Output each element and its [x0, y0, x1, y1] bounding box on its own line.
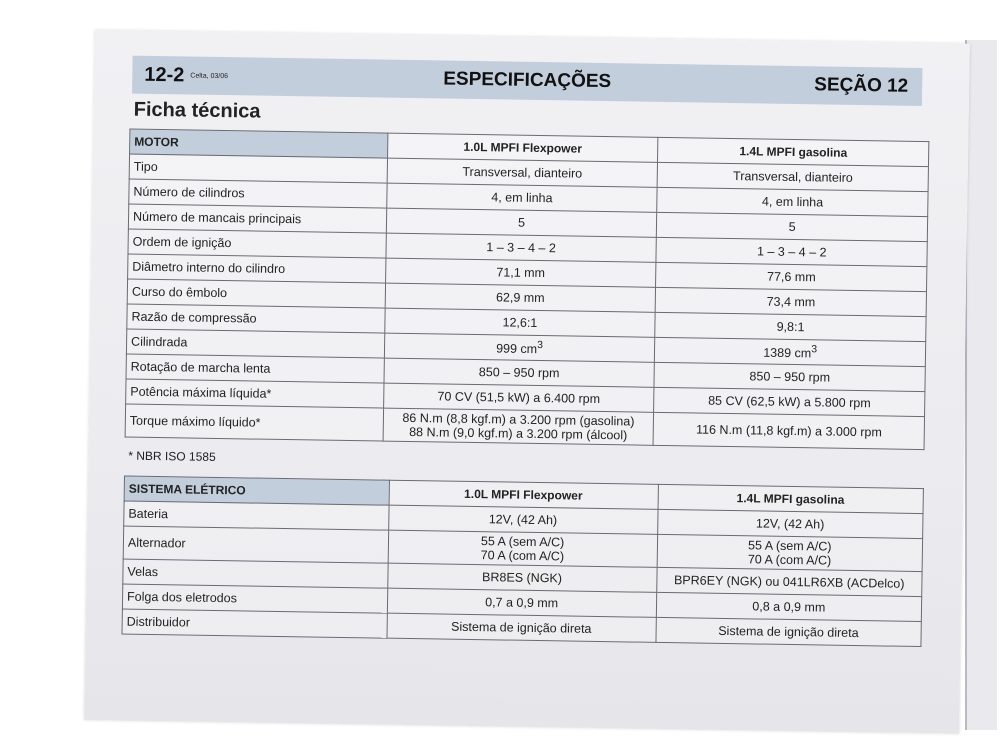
manual-page — [84, 30, 970, 734]
facing-page-edge — [965, 40, 997, 730]
row-label: Rotação de marcha lenta — [126, 354, 384, 383]
value-1-line-2: 88 N.m (9,0 kgf.m) a 3.200 rpm (álcool) — [409, 424, 628, 443]
column-header-1: 1.0L MPFI Flexpower — [389, 480, 658, 509]
value-2: 4, em linha — [657, 187, 928, 216]
row-label: Curso do êmbolo — [127, 279, 385, 308]
page-title: ESPECIFICAÇÕES — [443, 68, 612, 93]
page-header — [132, 56, 922, 106]
value-2: 0,8 a 0,9 mm — [656, 592, 922, 621]
value-2: 1 – 3 – 4 – 2 — [656, 237, 927, 266]
value-2: 5 — [657, 212, 928, 241]
motor-label: MOTOR — [130, 129, 388, 158]
footnote: * NBR ISO 1585 — [128, 448, 216, 464]
row-label: Torque máximo líquido* — [125, 404, 383, 441]
value-2: 85 CV (62,5 kW) a 5.800 rpm — [654, 387, 925, 416]
value-2: 73,4 mm — [655, 287, 926, 316]
motor-spec-table — [125, 129, 930, 451]
column-header-2: 1.4L MPFI gasolina — [658, 484, 924, 513]
value-2: Sistema de ignição direta — [656, 617, 922, 646]
row-label: Número de mancais principais — [128, 204, 386, 233]
value-1: 5 — [386, 208, 657, 237]
value-2: Transversal, dianteiro — [657, 162, 928, 191]
value-2 — [657, 534, 923, 571]
value-1: 0,7 a 0,9 mm — [387, 588, 656, 617]
electric-label: SISTEMA ELÉTRICO — [124, 476, 389, 505]
value-1: 4, em linha — [386, 183, 657, 212]
value-2: 850 – 950 rpm — [654, 362, 925, 391]
value-2: 77,6 mm — [656, 262, 927, 291]
row-label: Cilindrada — [126, 329, 384, 358]
section-label: SEÇÃO 12 — [814, 74, 909, 97]
value-2-line-1: 55 A (sem A/C) — [747, 538, 832, 554]
value-1: Sistema de ignição direta — [387, 613, 656, 642]
row-label: Bateria — [124, 501, 389, 530]
row-label: Diâmetro interno do cilindro — [128, 254, 386, 283]
row-label: Velas — [123, 559, 388, 588]
value-1: BR8ES (NGK) — [387, 563, 656, 592]
row-label: Potência máxima líquida* — [126, 379, 384, 408]
value-1: 1 – 3 – 4 – 2 — [386, 233, 657, 262]
value-1: 70 CV (51,5 kW) a 6.400 rpm — [383, 383, 654, 412]
electric-spec-table — [122, 476, 924, 648]
value-1-text: 999 cm — [496, 341, 538, 357]
column-header-1: 1.0L MPFI Flexpower — [387, 133, 658, 162]
value-2: BPR6EY (NGK) ou 041LR6XB (ACDelco) — [656, 567, 922, 596]
value-1-line-1: 86 N.m (8,8 kgf.m) a 3.200 rpm (gasolina) — [402, 410, 635, 429]
row-label: Tipo — [129, 154, 387, 183]
value-1: 12V, (42 Ah) — [388, 505, 657, 534]
row-label: Folga dos eletrodos — [122, 584, 387, 613]
value-1 — [388, 530, 658, 567]
row-label: Distribuidor — [122, 609, 387, 638]
value-1: 62,9 mm — [385, 283, 656, 312]
row-label: Número de cilindros — [129, 179, 387, 208]
value-1: 12,6:1 — [384, 308, 655, 337]
page-number: 12-2 — [144, 63, 185, 86]
value-2: 116 N.m (11,8 kgf.m) a 3.000 rpm — [653, 412, 924, 449]
row-label: Razão de compressão — [127, 304, 385, 333]
value-2: 12V, (42 Ah) — [657, 509, 923, 538]
value-1: 850 – 950 rpm — [384, 358, 655, 387]
value-1-line-1: 55 A (sem A/C) — [480, 534, 565, 550]
value-1: Transversal, dianteiro — [387, 158, 658, 187]
edition-note: Celta, 03/06 — [190, 72, 229, 80]
column-header-2: 1.4L MPFI gasolina — [658, 137, 929, 166]
row-label: Ordem de ignição — [128, 229, 386, 258]
value-1: 71,1 mm — [385, 258, 656, 287]
section-title: Ficha técnica — [133, 98, 261, 123]
value-2-line-2: 70 A (com A/C) — [747, 552, 832, 568]
row-label: Alternador — [123, 526, 388, 563]
value-1-line-2: 70 A (com A/C) — [480, 548, 565, 564]
value-1 — [383, 408, 654, 445]
superscript: 3 — [811, 344, 818, 356]
superscript: 3 — [537, 339, 544, 351]
value-2: 9,8:1 — [655, 312, 926, 341]
value-2-text: 1389 cm — [763, 345, 812, 361]
